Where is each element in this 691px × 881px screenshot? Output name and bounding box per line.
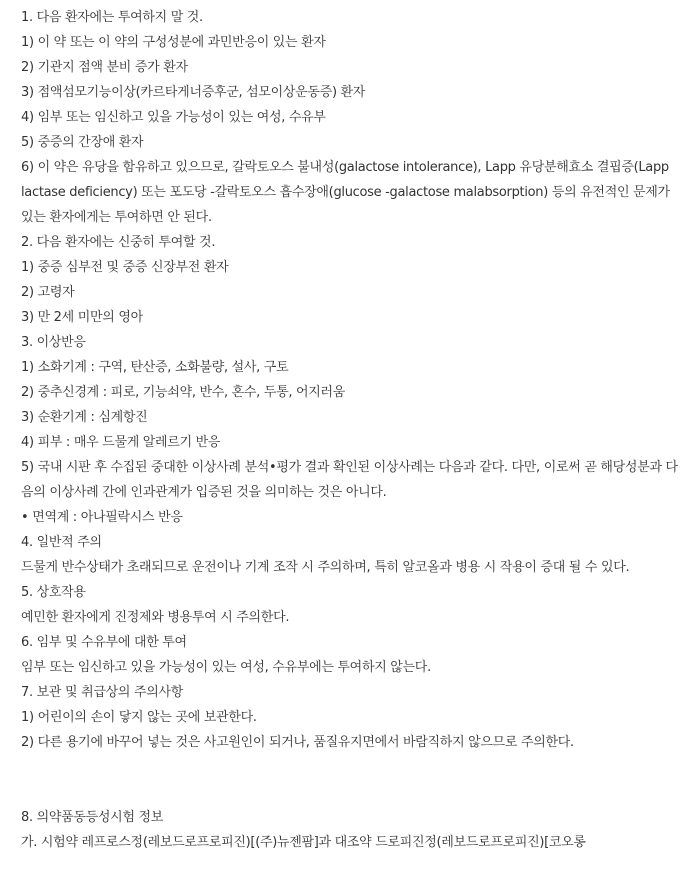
list-item: 2) 기관지 점액 분비 증가 환자: [21, 60, 188, 75]
bullet-item-immune: • 면역계 : 아나필락시스 반응: [21, 510, 183, 525]
section-heading-adverse-reactions: 3. 이상반응: [21, 335, 86, 350]
paragraph-general-caution: 드물게 반수상태가 초래되므로 운전이나 기계 조작 시 주의하며, 특히 알코올과 병용 시 작용이 증대 될 수 있다.: [21, 560, 630, 575]
section-heading-caution: 2. 다음 환자에는 신중히 투여할 것.: [21, 235, 216, 250]
list-item: 2) 다른 용기에 바꾸어 넣는 것은 사고원인이 되거나, 품질유지면에서 바람직하지 않으므로 주의한다.: [21, 735, 574, 750]
list-item: 2) 중추신경계 : 피로, 기능쇠약, 반수, 혼수, 두통, 어지러움: [21, 385, 346, 400]
blank-space: [21, 755, 681, 805]
list-item: 1) 이 약 또는 이 약의 구성성분에 과민반응이 있는 환자: [21, 35, 326, 50]
section-heading-bioequivalence: 8. 의약품동등성시험 정보: [21, 810, 164, 825]
list-item-lactose: 6) 이 약은 유당을 함유하고 있으므로, 갈락토오스 불내성(galactose intolerance), Lapp 유당분해효소 결핍증(Lapp lactase deficiency) 또는 포도당 -갈락토오스 흡수장애(glucose -galactose malabsorption) 등의 유전적인 문제가 있는 환자에게는 투여하면 안 된다.: [21, 160, 670, 225]
section-heading-general-caution: 4. 일반적 주의: [21, 535, 102, 550]
section-heading-contraindications: 1. 다음 환자에는 투여하지 말 것.: [21, 10, 203, 25]
list-item: 3) 점액섬모기능이상(카르타게너증후군, 섬모이상운동증) 환자: [21, 85, 366, 100]
paragraph-interactions: 예민한 환자에게 진정제와 병용투여 시 주의한다.: [21, 610, 290, 625]
section-heading-interactions: 5. 상호작용: [21, 585, 86, 600]
list-item: 4) 임부 또는 임신하고 있을 가능성이 있는 여성, 수유부: [21, 110, 326, 125]
list-item: 2) 고령자: [21, 285, 75, 300]
list-item: 3) 만 2세 미만의 영아: [21, 310, 143, 325]
section-heading-pregnancy: 6. 임부 및 수유부에 대한 투여: [21, 635, 187, 650]
list-item: 3) 순환기계 : 심계항진: [21, 410, 148, 425]
list-item: 5) 중증의 간장애 환자: [21, 135, 144, 150]
document-body: [21, 5, 681, 855]
paragraph-bioequivalence: 가. 시험약 레프로스정(레보드로프로피진)[(주)뉴젠팜]과 대조약 드로피진정(레보드로프로피진)[코오롱: [21, 835, 586, 850]
list-item: 1) 소화기계 : 구역, 탄산증, 소화불량, 설사, 구토: [21, 360, 289, 375]
list-item: 1) 어린이의 손이 닿지 않는 곳에 보관한다.: [21, 710, 257, 725]
section-heading-storage: 7. 보관 및 취급상의 주의사항: [21, 685, 183, 700]
list-item: 4) 피부 : 매우 드물게 알레르기 반응: [21, 435, 221, 450]
list-item: 1) 중증 심부전 및 중증 신장부전 환자: [21, 260, 229, 275]
list-item-postmarketing: 5) 국내 시판 후 수집된 중대한 이상사례 분석•평가 결과 확인된 이상사례는 다음과 같다. 다만, 이로써 곧 해당성분과 다음의 이상사례 간에 인과관계가 입증된 것을 의미하는 것은 아니다.: [21, 460, 678, 500]
paragraph-pregnancy: 임부 또는 임신하고 있을 가능성이 있는 여성, 수유부에는 투여하지 않는다.: [21, 660, 431, 675]
